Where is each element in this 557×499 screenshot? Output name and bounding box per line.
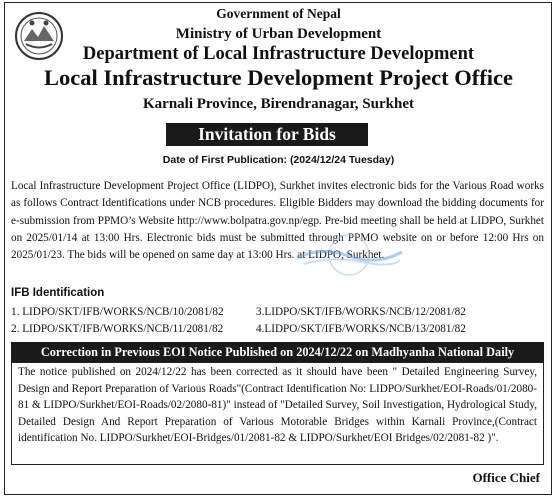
- signature-office-chief: Office Chief: [472, 470, 540, 485]
- news-portal-watermark-logo: [292, 228, 407, 283]
- government-title: Government of Nepal: [216, 6, 341, 21]
- ifb-item: 3.LIDPO/SKT/IFB/WORKS/NCB/12/2081/82: [256, 306, 466, 318]
- correction-text: The notice published on 2024/12/22 has been corrected as it should have been " Detailed Engineering Survey, Design and Report Preparation of Various Roads"(Contract Identification No: LIDPO/Surkhet/EOI-Roads/01/2080-81 & LIDPO/Surkhet/EOI-Roads/02/2080-81)" instead of "Detailed Survey, Soil Investigation, Hydrological Study, Detailed Design And Report Preparation of Various Motorable Bridges within Karnali Province,(Contract identification No. LIDPO/Surkhet/EOI-Bridges/01/2081-82 & LIDPO/Surkhet/EOI Bridges/02/2081-82 )".: [18, 366, 537, 444]
- office-title: Local Infrastructure Development Project Office: [43, 65, 514, 90]
- department-title: Department of Local Infrastructure Development: [82, 44, 475, 64]
- ifb-item: 2. LIDPO/SKT/IFB/WORKS/NCB/11/2081/82: [11, 323, 224, 335]
- ifb-item: 4.LIDPO/SKT/IFB/WORKS/NCB/13/2081/82: [256, 323, 466, 335]
- ministry-title: Ministry of Urban Development: [175, 26, 382, 42]
- publication-date: Date of First Publication: (2024/12/24 Tuesday): [162, 154, 395, 166]
- notice-heading: Invitation for Bids: [166, 123, 368, 146]
- ifb-identification-heading: IFB Identification: [11, 287, 105, 299]
- notice-body: Local Infrastructure Development Project Office (LIDPO), Surkhet invites electronic bids for the Various Road works as follows Contract Identifications under NCB procedures. Eligible Bidders may download the bidding documents for e-submission from PPMO’s Website http://www.bolpatra.gov.np/egp. Pre-bid meeting shall be held at LIDPO, Surkhet on 2025/01/14 at 13:00 Hrs. Electronic bids must be submitted through PPMO website on or before 12:00 Hrs on 2025/01/23. The bids will be opened on same day at 13:00 Hrs. at LIDPO, Surkhet.: [11, 180, 544, 262]
- correction-heading: Correction in Previous EOI Notice Published on 2024/12/22 on Madhyanha National Daily: [11, 342, 544, 362]
- ifb-item: 1. LIDPO/SKT/IFB/WORKS/NCB/10/2081/82: [11, 306, 224, 318]
- office-address: Karnali Province, Birendranagar, Surkhet: [143, 96, 414, 112]
